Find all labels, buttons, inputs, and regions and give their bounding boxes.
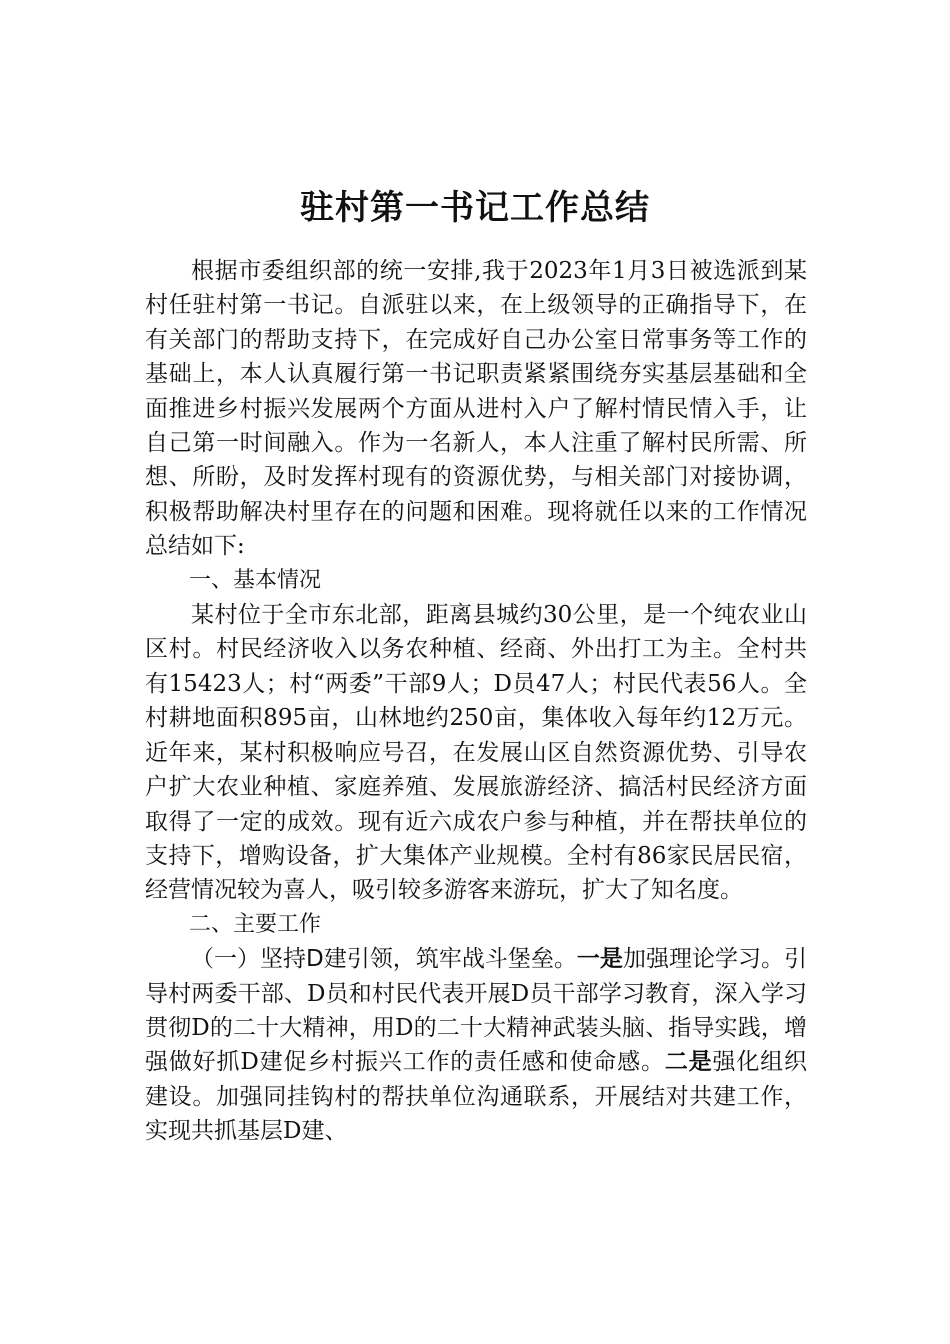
document-body bbox=[145, 254, 807, 1149]
section-heading-basic-situation: 一、基本情况 bbox=[189, 567, 322, 593]
point-text-first: 加强理论学习。引导村两委干部、D员和村民代表开展D员干部学习教育，深入学习贯彻D的二十大精神，用D的二十大精神武装头脑、指导实践，增强做好抓D建促乡村振兴工作的责任感和使命感。 bbox=[145, 946, 808, 1076]
basic-situation-paragraph: 某村位于全市东北部，距离县城约30公里，是一个纯农业山区村。村民经济收入以务农种植、经商、外出打工为主。全村共有15423人；村“两委”干部9人；D员47人；村民代表56人。全村耕地面积895亩，山林地约250亩，集体收入每年约12万元。近年来，某村积极响应号召，在发展山区自然资源优势、引导农户扩大农业种植、家庭养殖、发展旅游经济、搞活村民经济方面取得了一定的成效。现有近六成农户参与种植，并在帮扶单位的支持下，增购设备，扩大集体产业规模。全村有86家民居民宿，经营情况较为喜人，吸引较多游客来游玩，扩大了知名度。 bbox=[145, 602, 807, 904]
subsection-title: （一）坚持D建引领，筑牢战斗堡垒。 bbox=[191, 946, 577, 973]
point-label-first: 一是 bbox=[576, 945, 623, 973]
main-work-paragraph bbox=[145, 942, 807, 1148]
intro-paragraph: 根据市委组织部的统一安排,我于2023年1月3日被选派到某村任驻村第一书记。自派驻以来，在上级领导的正确指导下，在有关部门的帮助支持下，在完成好自己办公室日常事务等工作的基础上，本人认真履行第一书记职责紧紧围绕夯实基层基础和全面推进乡村振兴发展两个方面从进村入户了解村情民情入手，让自己第一时间融入。作为一名新人，本人注重了解村民所需、所想、所盼，及时发挥村现有的资源优势，与相关部门对接协调，积极帮助解决村里存在的问题和困难。现将就任以来的工作情况总结如下: bbox=[145, 258, 807, 560]
point-text-second: 强化组织建设。加强同挂钩村的帮扶单位沟通联系，开展结对共建工作，实现共抓基层D建、 bbox=[145, 1049, 807, 1145]
document-title: 驻村第一书记工作总结 bbox=[300, 187, 650, 228]
point-label-second: 二是 bbox=[664, 1048, 713, 1076]
section-heading-main-work: 二、主要工作 bbox=[189, 911, 322, 937]
